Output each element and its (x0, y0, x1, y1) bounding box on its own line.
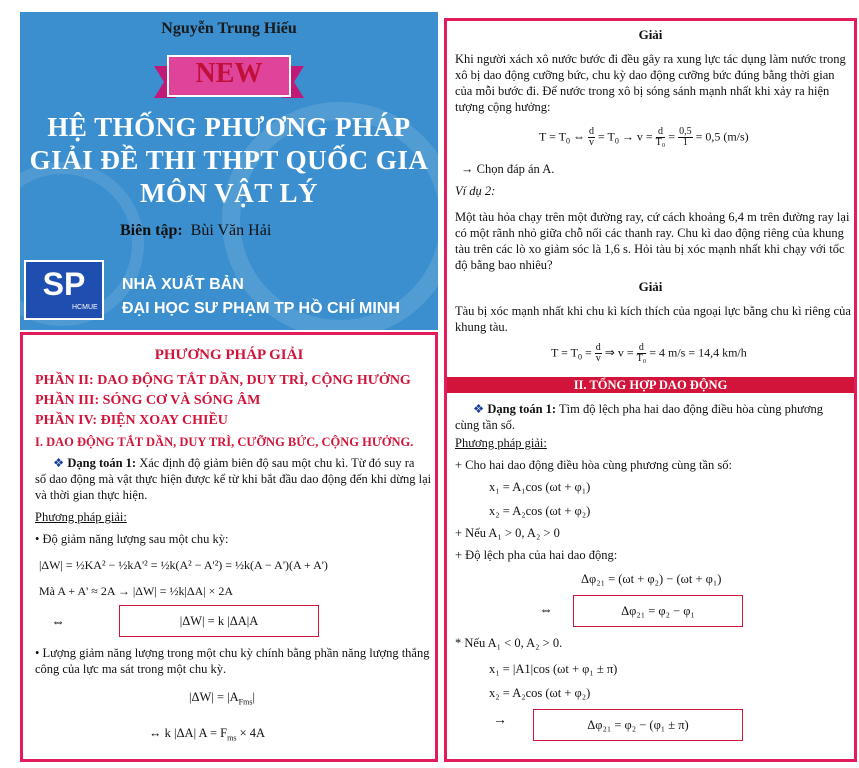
solution-paragraph-2 (455, 303, 855, 335)
implies-arrow: → (493, 713, 507, 728)
frac-d-over-v-2 (595, 343, 602, 364)
bullet-energy-loss: • Độ giảm năng lượng sau một chu kỳ: (35, 532, 229, 546)
method-label-2: Phương pháp giải: (455, 436, 547, 450)
eq2-part-a: T = T (551, 345, 578, 360)
frac-d-over-t0-2 (637, 343, 647, 364)
dang-toan-2-label: Dạng toán 1: (487, 402, 557, 416)
p1-line-4: tượng cộng hưởng: (455, 100, 551, 114)
p3-line-1: Tàu bị xóc mạnh nhất khi chu kì kích thích của ngoại lực bằng chu kì riêng của (455, 304, 851, 318)
p2-line-2: có một rãnh nhỏ giữa chỗ nối các thanh ray. Chu kì dao động riêng của khung (455, 226, 844, 240)
eq2-part-b: = (582, 345, 595, 360)
eq2-part-c: ⇒ v = (601, 345, 637, 360)
example-2-paragraph (455, 209, 855, 273)
frac-num-d: d (589, 126, 594, 137)
diamond-icon: ❖ (473, 402, 485, 416)
answer-line: → Chọn đáp án A. (461, 162, 555, 176)
eq1-sub-0: 0 (566, 136, 570, 146)
eq2-sub-0: 0 (578, 352, 582, 362)
frac2-den-t0: T₀ (636, 353, 647, 364)
author-name: Nguyễn Trung Hiếu (161, 20, 297, 37)
equation-4-main: ↔ k |ΔA| A = F (149, 726, 228, 740)
frac-den-t0: T₀ (655, 137, 666, 148)
method-label: Phương pháp giải: (35, 510, 127, 524)
publisher-line-1: NHÀ XUẤT BẢN (122, 276, 244, 293)
equation-x1: x₁ = A₁cos (ωt + φ₁) (489, 480, 591, 494)
equation-resonance-1 (539, 127, 749, 150)
frac2-num-d: d (595, 342, 601, 353)
p1-line-2: xô bị dao động cưỡng bức, chu kỳ dao động cưỡng bức đúng bằng thời gian (455, 68, 835, 82)
dang-toan-2-paragraph (455, 401, 855, 433)
eq1-part-c: = T (595, 129, 615, 144)
editor-name: Bùi Văn Hải (190, 222, 272, 239)
equivalence-arrow-2: ⇔ (539, 603, 553, 618)
bullet-energy-friction (35, 645, 435, 677)
eq1-part-e: = (665, 129, 679, 144)
equation-3-main: |ΔW| = |A (189, 690, 239, 704)
equation-3-end: | (252, 690, 255, 704)
editor-label: Biên tập: (120, 222, 183, 239)
frac-d-over-t0 (656, 127, 666, 148)
dang-toan-2-text-1: Tìm độ lệch pha hai dao động điều hòa cùng phương (556, 402, 824, 416)
logo-letters: SP (42, 266, 86, 302)
eq1-part-f: = 0,5 (m/s) (692, 129, 749, 144)
frac2-num-d2: d (637, 343, 647, 354)
result-box-3: Δφ₂₁ = φ₂ − (φ₁ ± π) (533, 709, 743, 741)
p1-line-3: của mỗi bước đi. Để nước trong xô bị sóng sánh mạnh nhất khi xảy ra hiện (455, 84, 830, 98)
equation-4-sub: ms (227, 733, 237, 743)
equation-4-end: × 4A (236, 726, 266, 740)
diamond-icon: ❖ (53, 456, 65, 470)
equation-1: |ΔW| = ½KA² − ½kA'² = ½k(A² − A'²) = ½k(A − A')(A + A') (39, 558, 328, 572)
solution-heading-1: Giải (638, 27, 663, 42)
condition-1: + Cho hai dao động điều hòa cùng phương cùng tần số: (455, 458, 732, 472)
eq1-part-d: → v = (618, 129, 656, 144)
book-title-line-1: HỆ THỐNG PHƯƠNG PHÁP (47, 112, 411, 142)
section-heading: PHƯƠNG PHÁP GIẢI (154, 347, 304, 363)
new-badge-text: NEW (195, 58, 263, 89)
equation-resonance-2 (551, 343, 747, 366)
publisher-logo-icon (24, 260, 104, 320)
solution-heading-2: Giải (638, 279, 663, 294)
eq2-part-d: = 4 m/s = 14,4 km/h (646, 345, 747, 360)
p2-line-4: độ bằng bao nhiêu? (455, 258, 553, 272)
book-cover (20, 12, 438, 330)
equation-2: Mà A + A' ≈ 2A → |ΔW| = ½k|ΔA| × 2A (39, 584, 234, 598)
p1-line-1: Khi người xách xô nước bước đi đều gây ra xung lực tác dụng làm nước trong (455, 52, 846, 66)
p3-line-2: khung tàu. (455, 320, 508, 334)
subsection-title: I. DAO ĐỘNG TẮT DẦN, DUY TRÌ, CƯỠNG BỨC, CỘNG HƯỞNG. (35, 435, 414, 449)
frac-num-d2: d (656, 127, 666, 138)
equation-3-sub: Fms (238, 697, 253, 707)
part-3-title: PHẦN III: SÓNG CƠ VÀ SÓNG ÂM (35, 393, 261, 408)
publisher-line-2: ĐẠI HỌC SƯ PHẠM TP HỒ CHÍ MINH (122, 300, 400, 317)
dang-toan-text-1: Xác định độ giảm biên độ sau một chu kì. Từ đó suy ra (136, 456, 415, 470)
book-title-line-2: GIẢI ĐỀ THI THPT QUỐC GIA (29, 145, 429, 175)
p2-line-1: Một tàu hỏa chạy trên một đường ray, cứ cách khoảng 6,4 m trên đường ray lại (455, 210, 850, 224)
frac-d-over-v (588, 127, 595, 148)
part-4-title: PHẦN IV: ĐIỆN XOAY CHIỀU (35, 413, 228, 428)
equivalence-arrow: ⇔ (51, 615, 65, 630)
bullet-2-line-2: công của lực ma sát trong một chu kỳ. (35, 662, 227, 676)
eq1-sub-0b: 0 (614, 136, 619, 146)
equation-x2: x₂ = A₂cos (ωt + φ₂) (489, 504, 591, 518)
dang-toan-paragraph (35, 455, 435, 503)
equation-phase-diff: Δφ₂₁ = (ωt + φ₂) − (ωt + φ₁) (581, 572, 722, 586)
eq1-part-a: T = T (539, 129, 566, 144)
condition-3: + Độ lệch pha của hai dao động: (455, 548, 618, 562)
logo-sub: HCMUE (72, 304, 98, 311)
section-bar-2: II. TỔNG HỢP DAO ĐỘNG (447, 377, 854, 393)
equation-x2b: x₂ = A₂cos (ωt + φ₂) (489, 686, 591, 700)
frac2-den-v: v (595, 353, 601, 364)
solution-paragraph-1 (455, 51, 855, 115)
dang-toan-text-2: số dao động mà vật thực hiện được kể từ khi bắt đầu dao động đến khi dừng lại (35, 472, 432, 486)
equation-x1b: x₁ = |A1|cos (ωt + φ₁ ± π) (489, 662, 618, 676)
book-title-line-3: MÔN VẬT LÝ (139, 178, 319, 208)
dang-toan-2-text-2: cùng tần số. (455, 418, 516, 432)
frac-05-over-1 (678, 127, 693, 148)
eq1-part-b: ⇔ (570, 129, 588, 144)
bullet-2-line-1: • Lượng giảm năng lượng trong một chu kỳ chính bằng phần năng lượng thắng (35, 646, 430, 660)
dang-toan-text-3: và thời gian thực hiện. (35, 488, 148, 502)
equation-3 (189, 689, 255, 711)
left-content-panel (20, 332, 438, 762)
condition-4: * Nếu A₁ < 0, A₂ > 0. (455, 636, 563, 650)
result-box-1: |ΔW| = k |ΔA|A (119, 605, 319, 637)
part-2-title: PHẦN II: DAO ĐỘNG TẮT DẦN, DUY TRÌ, CỘNG HƯỞNG (35, 373, 411, 388)
equation-4 (149, 725, 265, 747)
p2-line-3: tàu trên các lò xo giảm sóc là 1,6 s. Hỏi tàu bị xóc mạnh nhất khi chạy với tốc (455, 242, 845, 256)
right-content-panel (444, 18, 857, 762)
frac-num-05: 0,5 (679, 126, 692, 137)
frac-den-1: 1 (682, 137, 688, 148)
dang-toan-label: Dạng toán 1: (67, 456, 137, 470)
example-2-label: Ví dụ 2: (455, 184, 496, 198)
result-box-2: Δφ₂₁ = φ₂ − φ₁ (573, 595, 743, 627)
condition-2: + Nếu A₁ > 0, A₂ > 0 (455, 526, 560, 540)
editor-credit (120, 222, 271, 240)
frac-den-v: v (589, 137, 594, 148)
